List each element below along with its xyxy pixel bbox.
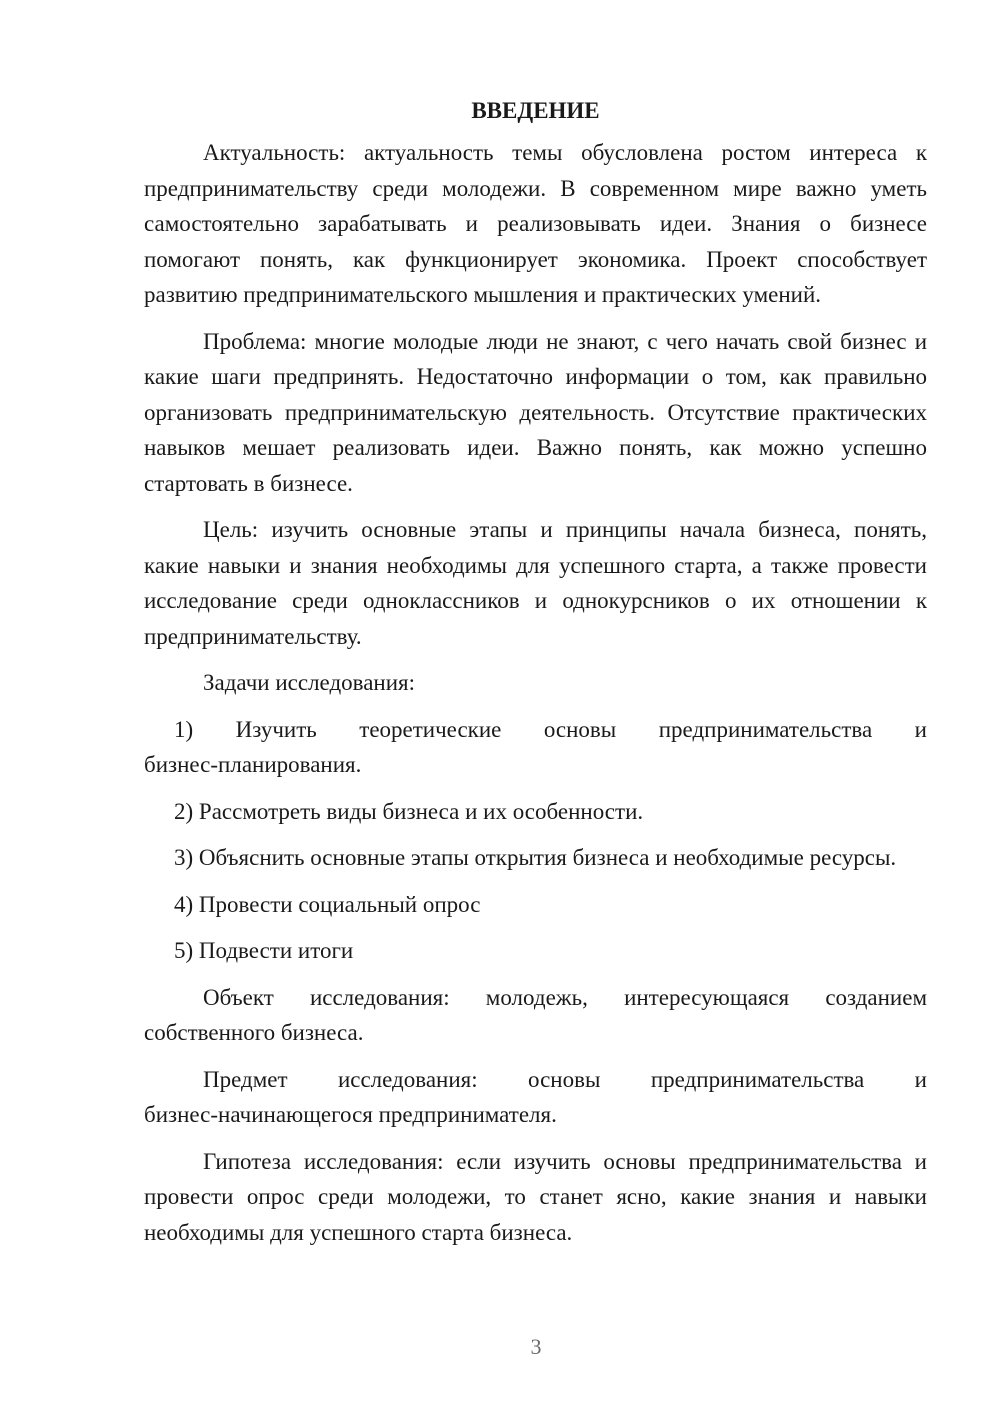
task-item-5: 5) Подвести итоги (174, 938, 354, 963)
page-number: 3 (530, 1334, 542, 1359)
task-1-word: теоретические (359, 716, 502, 742)
task-item-4: 4) Провести социальный опрос (174, 891, 481, 917)
task-1-continuation: бизнес-планирования. (144, 752, 362, 777)
task-1-word: Изучить (235, 716, 317, 742)
task-1-word: 1) (174, 716, 194, 742)
task-1-word: предпринимательства (658, 716, 873, 742)
document-body (144, 95, 927, 1250)
task-item-2: 2) Рассмотреть виды бизнеса и их особенности. (174, 798, 644, 824)
subject-line-2: бизнес-начинающегося предпринимателя. (144, 1102, 557, 1127)
problem-paragraph: Проблема: многие молодые люди не знают, с чего начать свой бизнес и какие шаги предпринять. Недостаточно информации о том, как правильно организовать предпринимательскую деятельность. Отсутствие практических навыков мешает реализовать идеи. Важно понять, как можно успешно стартовать в бизнесе. (144, 328, 927, 496)
task-1-word: и (914, 716, 927, 742)
task-1-word: основы (543, 716, 617, 742)
section-title: ВВЕДЕНИЕ (471, 98, 600, 123)
subject-paragraph (144, 1062, 927, 1133)
subject-line-1: Предмет исследования: основы предпринимательства и (203, 1066, 927, 1092)
task-item-1 (144, 712, 927, 783)
hypothesis-paragraph: Гипотеза исследования: если изучить основы предпринимательства и провести опрос среди молодежи, то станет ясно, какие знания и навыки необходимы для успешного старта бизнеса. (144, 1148, 927, 1245)
tasks-heading: Задачи исследования: (203, 670, 416, 695)
object-paragraph: Объект исследования: молодежь, интересующаяся созданием собственного бизнеса. (144, 984, 927, 1045)
goal-paragraph: Цель: изучить основные этапы и принципы начала бизнеса, понять, какие навыки и знания необходимы для успешного старта, а также провести исследование среди одноклассников и однокурсников о их отношении к предпринимательству. (144, 517, 927, 649)
task-item-3: 3) Объяснить основные этапы открытия бизнеса и необходимые ресурсы. (174, 845, 897, 870)
task-1-first-line (144, 712, 927, 748)
relevance-paragraph: Актуальность: актуальность темы обусловлена ростом интереса к предпринимательству среди молодежи. В современном мире важно уметь самостоятельно зарабатывать и реализовывать идеи. Знания о бизнесе помогают понять, как функционирует экономика. Проект способствует развитию предпринимательского мышления и практических умений. (144, 140, 927, 307)
